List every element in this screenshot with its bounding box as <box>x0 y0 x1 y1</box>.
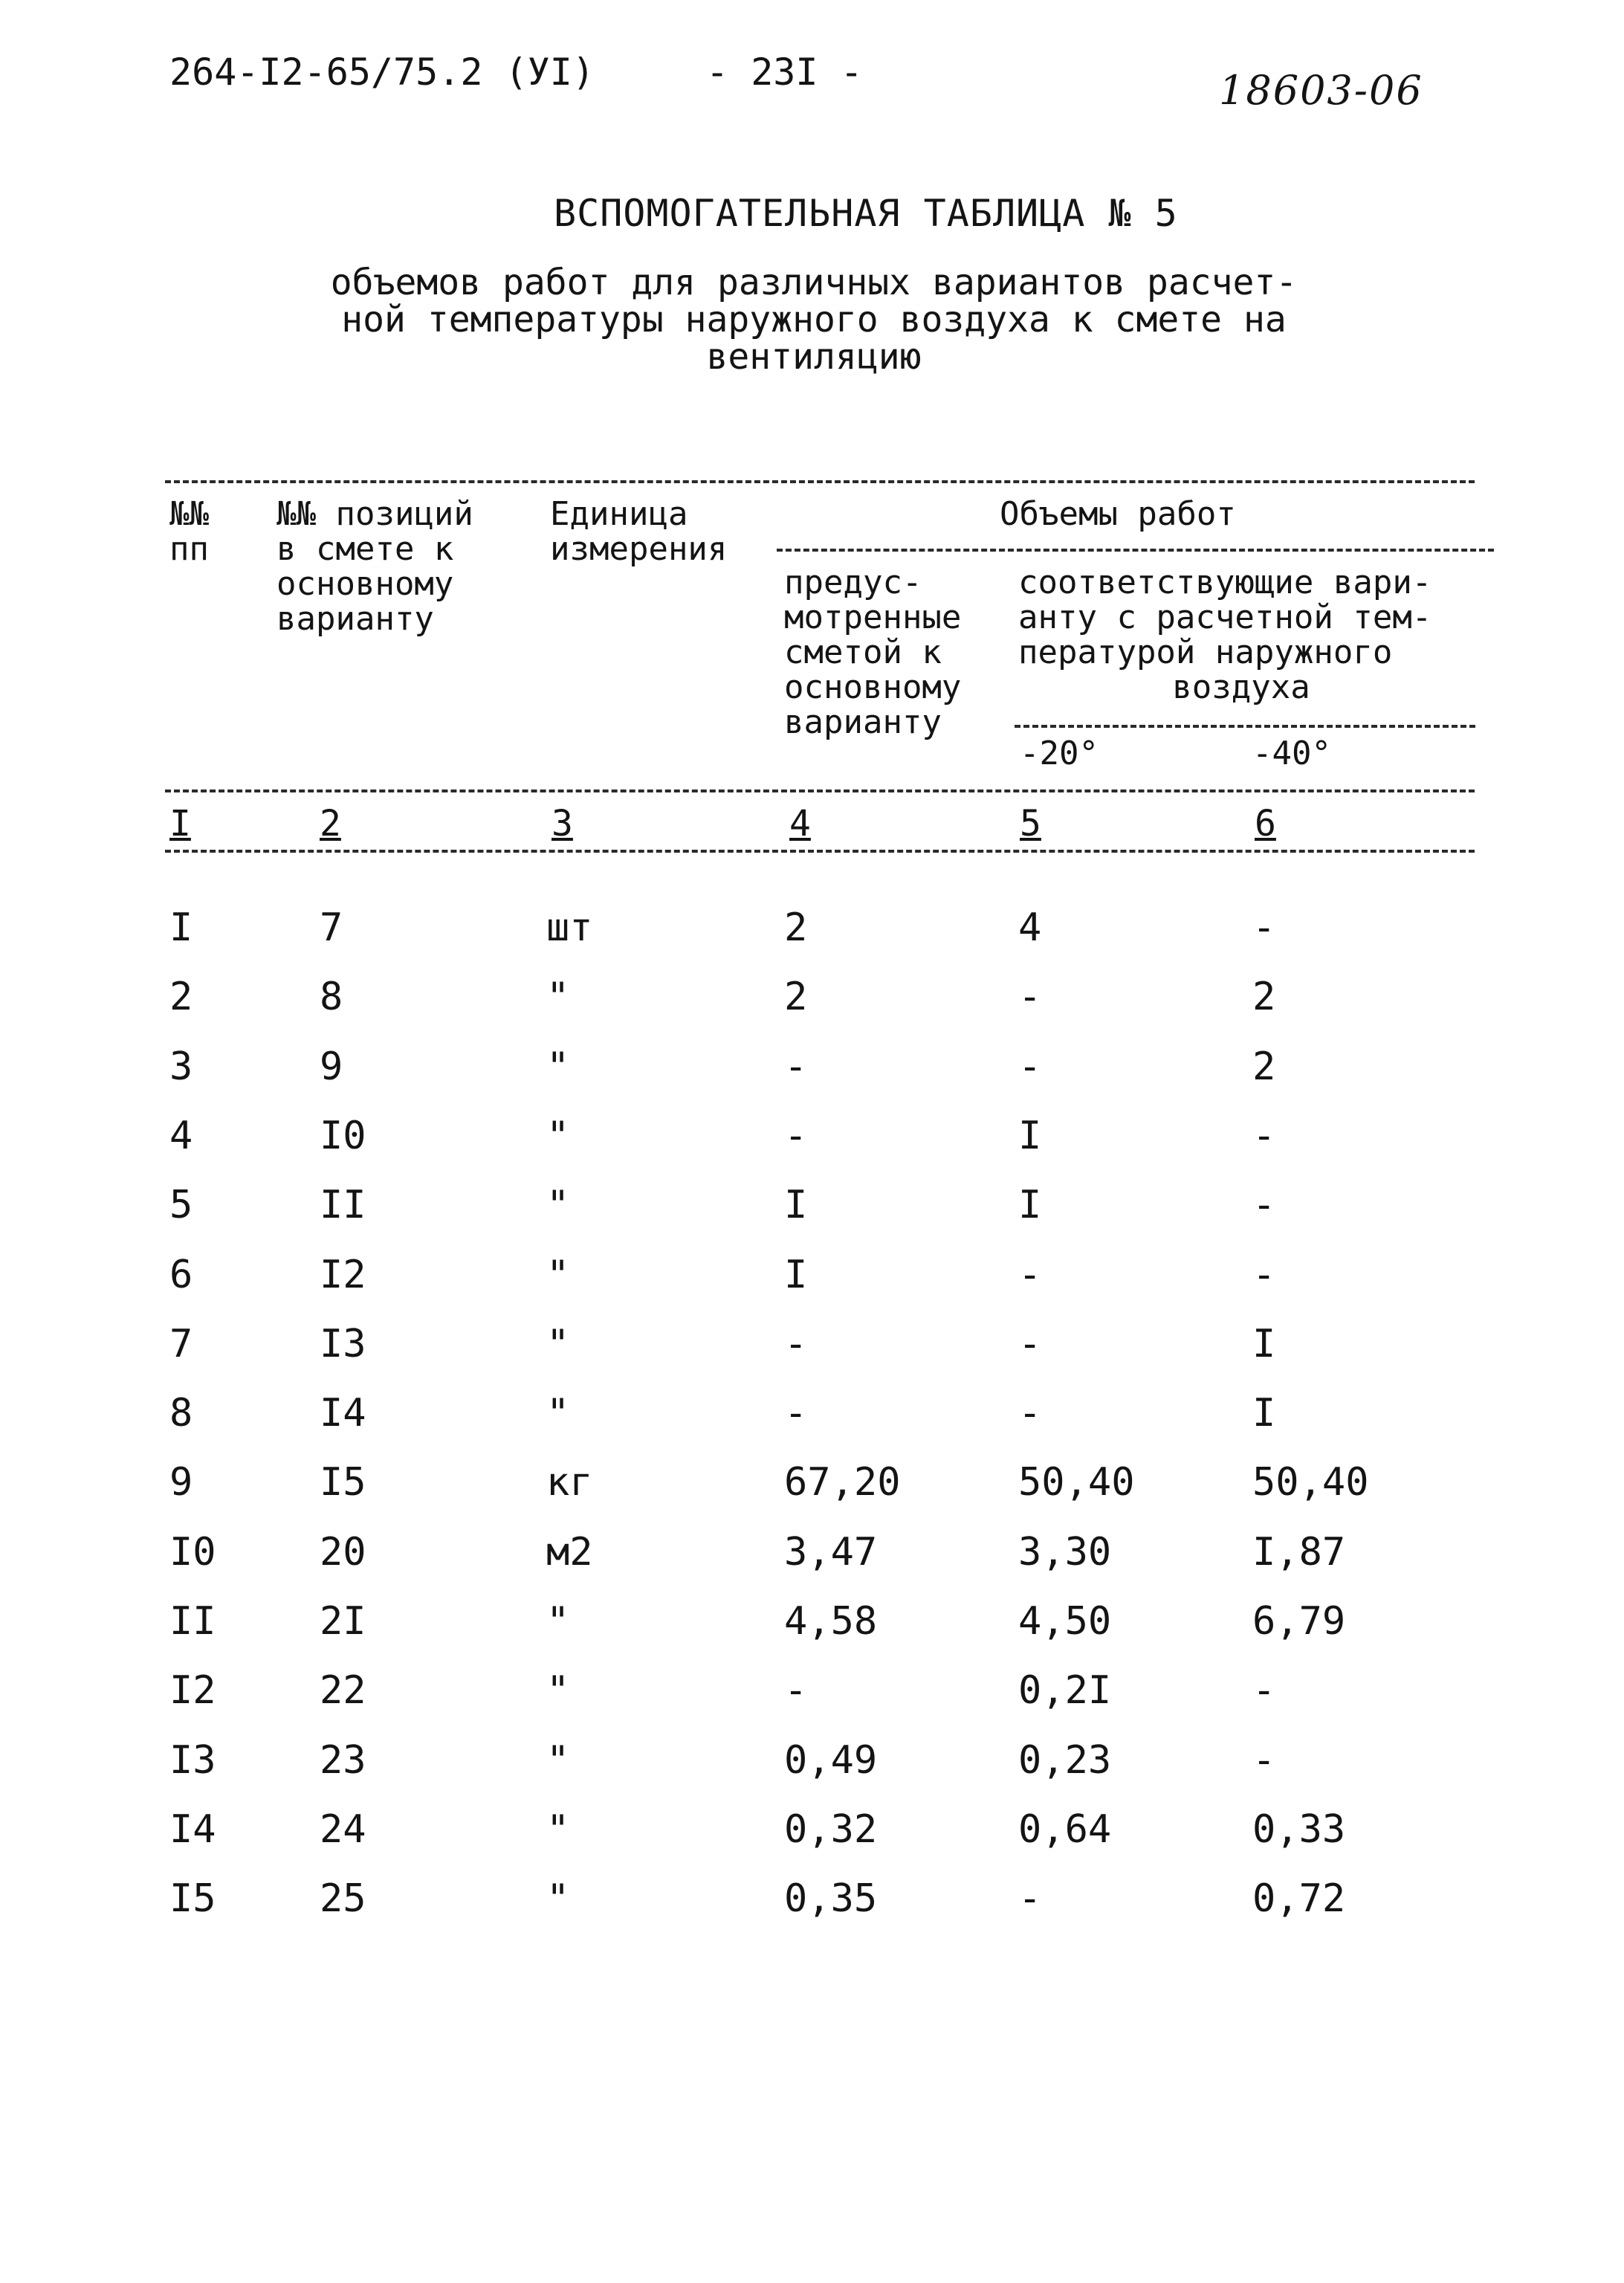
cell-volume-minus-40: - <box>1252 1114 1276 1158</box>
col-header-row-no-line: №№ <box>169 495 209 533</box>
table-top-rule <box>165 480 1475 483</box>
cell-base-volume: - <box>784 1114 808 1158</box>
cell-unit: " <box>546 1876 570 1921</box>
cell-row-no: II <box>169 1599 216 1644</box>
col-subgroup-line: воздуха <box>1172 668 1310 706</box>
cell-volume-minus-20: 4 <box>1018 905 1042 950</box>
cell-volume-minus-40: 0,72 <box>1252 1876 1346 1921</box>
cell-unit: " <box>546 1044 570 1089</box>
cell-base-volume: I <box>784 1253 808 1297</box>
cell-unit: шт <box>546 905 593 950</box>
cell-volume-minus-20: 3,30 <box>1018 1530 1112 1575</box>
cell-volume-minus-40: 6,79 <box>1252 1599 1346 1644</box>
col-numbers-rule <box>165 850 1475 853</box>
cell-position: 2I <box>320 1599 366 1644</box>
cell-volume-minus-40: I <box>1252 1391 1276 1436</box>
cell-volume-minus-20: - <box>1018 1044 1042 1089</box>
col-header-base-estimate-line: мотренные <box>784 598 962 636</box>
cell-position: 7 <box>320 905 343 950</box>
cell-base-volume: 0,49 <box>784 1738 878 1783</box>
page-number: - 23I - <box>706 51 863 94</box>
cell-position: I5 <box>320 1460 366 1505</box>
cell-volume-minus-20: - <box>1018 1391 1042 1436</box>
document-code: 264-I2-65/75.2 (УI) <box>169 51 595 94</box>
cell-row-no: 5 <box>169 1183 193 1227</box>
cell-volume-minus-20: 0,64 <box>1018 1807 1112 1852</box>
col-subgroup-line: анту с расчетной тем- <box>1018 598 1432 636</box>
col-subgroup-line: пературой наружного <box>1018 633 1393 671</box>
subgroup-rule <box>1015 725 1475 728</box>
col-header-row-no-line: пп <box>169 530 209 568</box>
cell-volume-minus-40: I,87 <box>1252 1530 1346 1575</box>
cell-volume-minus-20: 0,23 <box>1018 1738 1112 1783</box>
col-header-base-estimate-line: сметой к <box>784 633 942 671</box>
col-number-2: 2 <box>320 803 341 845</box>
cell-base-volume: - <box>784 1668 808 1713</box>
col-header-unit-line: измерения <box>550 530 728 568</box>
cell-row-no: 4 <box>169 1114 193 1158</box>
cell-volume-minus-20: - <box>1018 1253 1042 1297</box>
cell-unit: " <box>546 1807 570 1852</box>
cell-unit: " <box>546 1183 570 1227</box>
cell-volume-minus-40: - <box>1252 905 1276 950</box>
cell-row-no: 7 <box>169 1322 193 1366</box>
subtitle-line-1: объемов работ для различных вариантов расчет- <box>330 262 1298 303</box>
cell-unit: м2 <box>546 1530 593 1575</box>
cell-position: II <box>320 1183 366 1227</box>
col-header-unit <box>550 497 727 566</box>
cell-volume-minus-40: I <box>1252 1322 1276 1366</box>
cell-volume-minus-20: - <box>1018 1322 1042 1366</box>
cell-base-volume: 2 <box>784 975 808 1019</box>
cell-position: 24 <box>320 1807 366 1852</box>
cell-unit: " <box>546 1668 570 1713</box>
col-header-minus-20: -20° <box>1020 734 1099 772</box>
cell-row-no: I0 <box>169 1530 216 1575</box>
cell-unit: " <box>546 1391 570 1436</box>
cell-unit: " <box>546 1738 570 1783</box>
cell-unit: " <box>546 975 570 1019</box>
cell-row-no: 2 <box>169 975 193 1019</box>
col-subgroup-line: соответствующие вари- <box>1018 564 1432 601</box>
table-title: ВСПОМОГАТЕЛЬНАЯ ТАБЛИЦА № 5 <box>554 192 1178 235</box>
cell-base-volume: 0,35 <box>784 1876 878 1921</box>
col-header-position-line: варианту <box>276 600 434 638</box>
cell-base-volume: 4,58 <box>784 1599 878 1644</box>
col-header-base-estimate <box>784 565 961 740</box>
cell-position: 20 <box>320 1530 366 1575</box>
col-header-base-estimate-line: предус- <box>784 564 922 601</box>
col-subgroup-variants <box>1018 565 1464 705</box>
cell-row-no: I5 <box>169 1876 216 1921</box>
cell-position: 9 <box>320 1044 343 1089</box>
cell-position: I4 <box>320 1391 366 1436</box>
cell-base-volume: - <box>784 1044 808 1089</box>
col-number-3: 3 <box>551 803 573 845</box>
cell-position: I2 <box>320 1253 366 1297</box>
cell-volume-minus-20: - <box>1018 1876 1042 1921</box>
cell-row-no: 9 <box>169 1460 193 1505</box>
cell-unit: кг <box>546 1460 593 1505</box>
cell-volume-minus-20: - <box>1018 975 1042 1019</box>
col-number-4: 4 <box>789 803 811 845</box>
cell-position: I3 <box>320 1322 366 1366</box>
cell-volume-minus-40: - <box>1252 1668 1276 1713</box>
cell-base-volume: - <box>784 1322 808 1366</box>
cell-row-no: I2 <box>169 1668 216 1713</box>
cell-row-no: I3 <box>169 1738 216 1783</box>
cell-base-volume: 67,20 <box>784 1460 901 1505</box>
cell-volume-minus-20: 0,2I <box>1018 1668 1112 1713</box>
header-bottom-rule <box>165 789 1475 792</box>
cell-volume-minus-40: - <box>1252 1183 1276 1227</box>
col-number-1: I <box>169 803 191 845</box>
cell-row-no: 6 <box>169 1253 193 1297</box>
col-header-position-line: в смете к <box>276 530 454 568</box>
cell-volume-minus-40: 0,33 <box>1252 1807 1346 1852</box>
cell-volume-minus-40: 2 <box>1252 975 1276 1019</box>
cell-volume-minus-20: I <box>1018 1183 1042 1227</box>
col-number-6: 6 <box>1255 803 1276 845</box>
col-header-unit-line: Единица <box>550 495 688 533</box>
cell-unit: " <box>546 1253 570 1297</box>
cell-row-no: 8 <box>169 1391 193 1436</box>
col-header-minus-40: -40° <box>1252 734 1331 772</box>
cell-unit: " <box>546 1322 570 1366</box>
subtitle-line-2: ной температуры наружного воздуха к смете на <box>341 299 1287 340</box>
cell-volume-minus-20: 4,50 <box>1018 1599 1112 1644</box>
col-number-5: 5 <box>1020 803 1041 845</box>
col-group-work-volumes: Объемы работ <box>1000 495 1236 533</box>
cell-unit: " <box>546 1114 570 1158</box>
cell-base-volume: 0,32 <box>784 1807 878 1852</box>
col-header-base-estimate-line: основному <box>784 668 962 706</box>
cell-row-no: I <box>169 905 193 950</box>
cell-row-no: 3 <box>169 1044 193 1089</box>
cell-row-no: I4 <box>169 1807 216 1852</box>
subtitle-line-3: вентиляцию <box>706 336 922 378</box>
group-rule <box>777 549 1494 552</box>
col-header-position-line: основному <box>276 565 454 603</box>
cell-volume-minus-20: 50,40 <box>1018 1460 1135 1505</box>
cell-volume-minus-40: - <box>1252 1738 1276 1783</box>
cell-base-volume: - <box>784 1391 808 1436</box>
handwritten-reference: 18603-06 <box>1219 67 1423 114</box>
cell-position: 8 <box>320 975 343 1019</box>
cell-base-volume: 3,47 <box>784 1530 878 1575</box>
cell-volume-minus-20: I <box>1018 1114 1042 1158</box>
cell-position: 25 <box>320 1876 366 1921</box>
cell-position: I0 <box>320 1114 366 1158</box>
cell-volume-minus-40: 2 <box>1252 1044 1276 1089</box>
cell-position: 23 <box>320 1738 366 1783</box>
cell-volume-minus-40: 50,40 <box>1252 1460 1369 1505</box>
cell-base-volume: 2 <box>784 905 808 950</box>
col-header-position <box>276 497 473 636</box>
col-header-base-estimate-line: варианту <box>784 703 942 741</box>
cell-volume-minus-40: - <box>1252 1253 1276 1297</box>
cell-position: 22 <box>320 1668 366 1713</box>
cell-unit: " <box>546 1599 570 1644</box>
cell-base-volume: I <box>784 1183 808 1227</box>
col-header-row-no <box>169 497 209 566</box>
col-header-position-line: №№ позиций <box>276 495 473 533</box>
